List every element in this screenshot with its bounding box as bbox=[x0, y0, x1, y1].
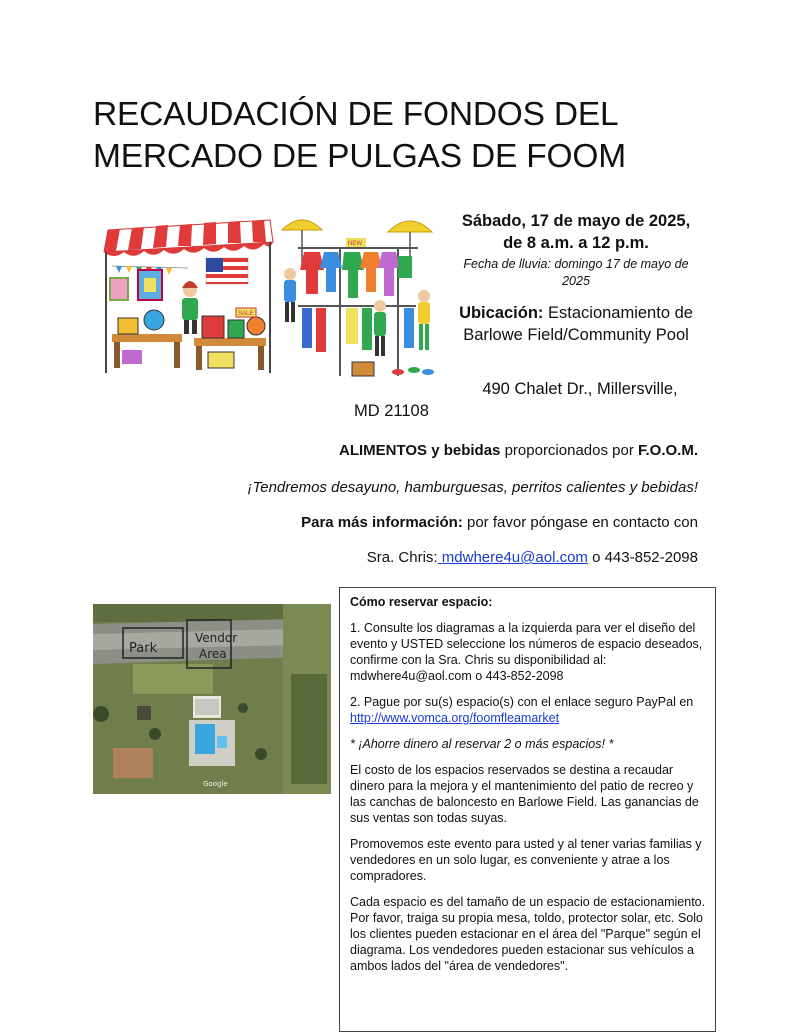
aerial-map-image bbox=[93, 604, 331, 794]
more-info-line bbox=[301, 514, 698, 531]
box-para-1: El costo de los espacios reservados se destina a recaudar dinero para la mejora y el mantenimiento del patio de recreo y las canchas de baloncesto en Barlowe Field. Las ganancias de sus ventas son todas suyas. bbox=[350, 763, 699, 825]
box-step-1: 1. Consulte los diagramas a la izquierda para ver el diseño del evento y USTED seleccione los números de espacio deseados, confirme con la Sra. Chris su disponibilidad al: mdwhere4u@aol.com o 443-852-2098 bbox=[350, 621, 703, 683]
step-2-text: 2. Pague por su(s) espacio(s) con el enlace seguro PayPal en bbox=[350, 695, 694, 709]
map-label-vendor: Vendor bbox=[195, 631, 238, 645]
location-text: Estacionamiento de Barlowe Field/Community Pool bbox=[463, 304, 693, 344]
more-info-text: por favor póngase en contacto con bbox=[462, 514, 698, 531]
event-date: Sábado, 17 de mayo de 2025, de 8 a.m. a 12 p.m. bbox=[461, 212, 691, 252]
page-title: RECAUDACIÓN DE FONDOS DEL MERCADO DE PULGAS DE FOOM bbox=[93, 96, 626, 175]
flag-icon bbox=[206, 258, 248, 284]
more-info-bold: Para más información: bbox=[301, 514, 463, 531]
contact-line bbox=[367, 549, 698, 566]
food-org: F.O.O.M. bbox=[638, 442, 698, 459]
promo-line: ¡Tendremos desayuno, hamburguesas, perritos calientes y bebidas! bbox=[247, 479, 698, 496]
map-label-google: Google bbox=[203, 780, 228, 788]
rain-date: Fecha de lluvia: domingo 17 de mayo de 2025 bbox=[463, 257, 689, 288]
location-label: Ubicación: bbox=[459, 304, 544, 322]
food-text: proporcionados por bbox=[500, 442, 638, 459]
event-location bbox=[450, 302, 702, 346]
address-line-1: 490 Chalet Dr., Millersville, bbox=[482, 380, 678, 398]
sale-sign: SALE bbox=[238, 311, 254, 317]
contact-email-link[interactable]: mdwhere4u@aol.com bbox=[437, 549, 588, 566]
tent-canopy bbox=[104, 220, 273, 256]
event-info bbox=[450, 210, 702, 346]
contact-prefix: Sra. Chris: bbox=[366, 549, 438, 566]
address-line-2: MD 21108 bbox=[354, 402, 429, 420]
box-save-note: * ¡Ahorre dinero al reservar 2 o más espacios! * bbox=[350, 737, 614, 751]
food-line bbox=[339, 442, 698, 459]
paypal-link[interactable]: http://www.vomca.org/foomfleamarket bbox=[350, 711, 560, 725]
contact-phone: o 443-852-2098 bbox=[587, 549, 698, 566]
flea-market-illustration bbox=[98, 208, 443, 386]
food-bold: ALIMENTOS y bebidas bbox=[338, 442, 501, 459]
map-label-area: Area bbox=[199, 647, 227, 661]
box-para-2: Promovemos este evento para usted y al tener varias familias y vendedores en un solo lugar, es conveniente y atrae a los compradores. bbox=[350, 837, 702, 883]
box-step-2 bbox=[350, 694, 707, 726]
reservation-box bbox=[339, 587, 716, 1032]
box-heading: Cómo reservar espacio: bbox=[350, 595, 493, 609]
box-para-3: Cada espacio es del tamaño de un espacio de estacionamiento. Por favor, traiga su propia mesa, toldo, protector solar, etc. Solo los clientes pueden estacionar en el área del "Parque" según el diagrama. Los vendedores pueden estacionar sus vehículos a ambos lados del "área de vendedores". bbox=[350, 895, 706, 973]
map-label-park: Park bbox=[129, 641, 158, 656]
new-sign: NEW bbox=[348, 241, 362, 247]
